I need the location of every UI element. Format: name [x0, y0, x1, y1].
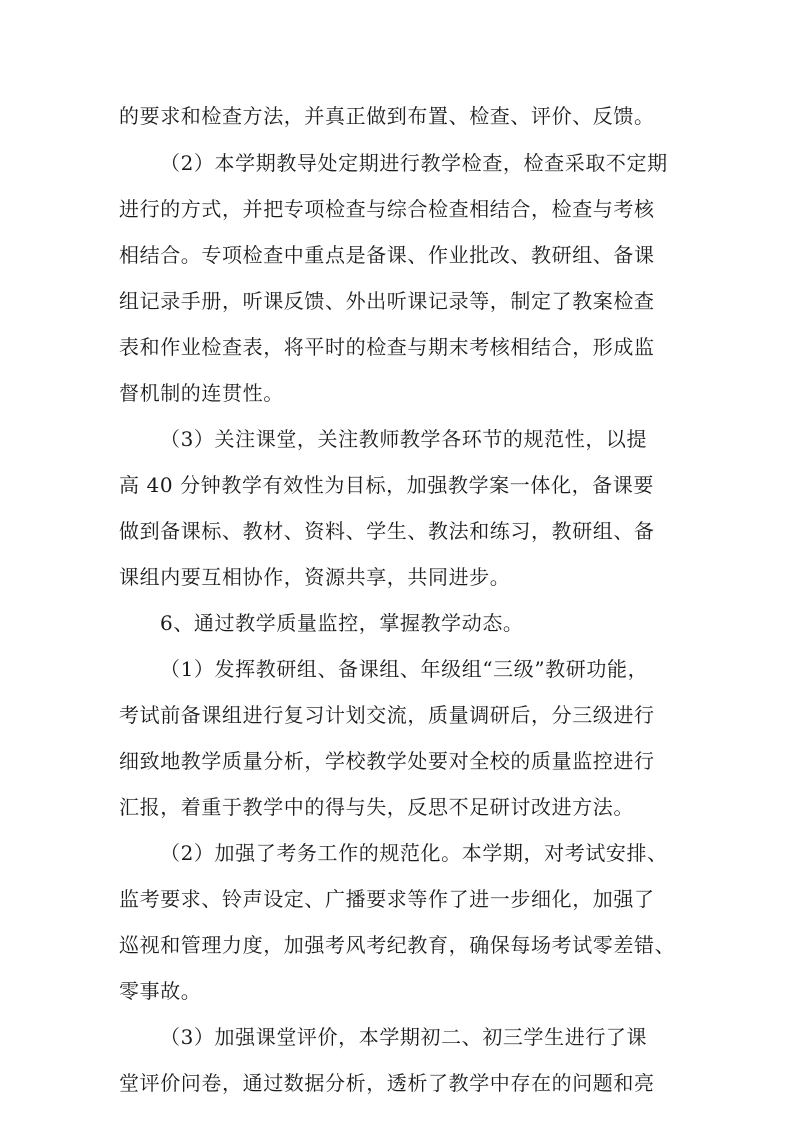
text-line: 高 40 分钟教学有效性为目标，加强教学案一体化，备课要: [119, 473, 654, 497]
text-line: 汇报，着重于教学中的得与失，反思不足研讨改进方法。: [119, 795, 634, 819]
text-line: 进行的方式，并把专项检查与综合检查相结合，检查与考核: [119, 197, 655, 221]
text-line: （3）关注课堂，关注教师教学各环节的规范性，以提: [160, 427, 648, 451]
text-line: 零事故。: [119, 979, 202, 1003]
text-line: 堂评价问卷，通过数据分析，透析了教学中存在的问题和亮: [119, 1071, 655, 1095]
text-line: 做到备课标、教材、资料、学生、教法和练习，教研组、备: [119, 519, 655, 543]
text-line: 督机制的连贯性。: [119, 381, 284, 405]
text-line: 细致地教学质量分析，学校教学处要对全校的质量监控进行: [119, 749, 655, 773]
text-line: （2）加强了考务工作的规范化。本学期，对考试安排、: [160, 841, 668, 865]
text-line: 相结合。专项检查中重点是备课、作业批改、教研组、备课: [119, 243, 655, 267]
text-line: （2）本学期教导处定期进行教学检查，检查采取不定期: [160, 151, 668, 175]
text-line: 监考要求、铃声设定、广播要求等作了进一步细化，加强了: [119, 887, 655, 911]
text-line: 的要求和检查方法，并真正做到布置、检查、评价、反馈。: [119, 104, 655, 128]
text-line: 组记录手册，听课反馈、外出听课记录等，制定了教案检查: [119, 289, 655, 313]
text-line: （1）发挥教研组、备课组、年级组“三级”教研功能，: [160, 657, 649, 681]
text-line: 课组内要互相协作，资源共享，共同进步。: [119, 565, 511, 589]
text-line: 巡视和管理力度，加强考风考纪教育，确保每场考试零差错、: [119, 933, 676, 957]
text-line: 考试前备课组进行复习计划交流，质量调研后，分三级进行: [119, 703, 655, 727]
text-line: （3）加强课堂评价，本学期初二、初三学生进行了课: [160, 1025, 648, 1049]
section-heading: 6、通过教学质量监控，掌握教学动态。: [160, 611, 524, 635]
text-line: 表和作业检查表，将平时的检查与期末考核相结合，形成监: [119, 335, 655, 359]
